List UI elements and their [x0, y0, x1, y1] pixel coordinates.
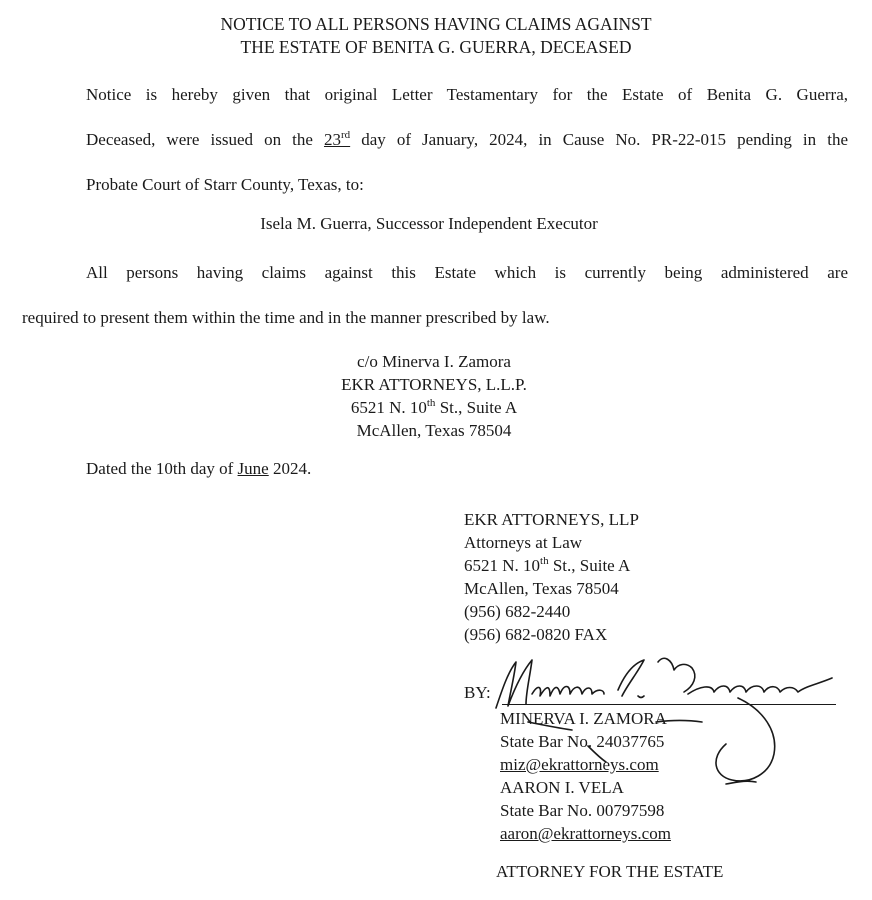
dated-prefix: Dated the 10th day of — [86, 459, 238, 478]
notice-line-2 — [22, 117, 848, 162]
attorney-2-email[interactable]: aaron@ekrattorneys.com — [500, 824, 671, 843]
notice-paragraph — [22, 72, 848, 207]
issue-day-suffix: rd — [340, 129, 351, 141]
notice-line-2-end: day of January, 2024, in Cause No. PR-22-015 pending in the — [350, 130, 848, 149]
title-line-2: THE ESTATE OF BENITA G. GUERRA, DECEASED — [240, 37, 632, 57]
attorney-1-email[interactable]: miz@ekrattorneys.com — [500, 755, 659, 774]
signature-line — [502, 704, 836, 705]
firm-street-suffix: th — [540, 555, 549, 567]
firm-fax: (956) 682-0820 FAX — [464, 625, 608, 644]
firm-name: EKR ATTORNEYS, LLP — [464, 510, 639, 529]
firm-subtitle: Attorneys at Law — [464, 533, 583, 552]
claims-paragraph — [22, 250, 848, 340]
attorney-1-bar: State Bar No. 24037765 — [500, 732, 665, 751]
dated-month: June — [237, 459, 269, 478]
firm-phone: (956) 682-2440 — [464, 602, 571, 621]
care-of-street-rest: St., Suite A — [435, 398, 518, 417]
firm-street-number: 6521 N. 10 — [464, 556, 541, 575]
issue-day — [324, 130, 350, 149]
firm-address-1 — [464, 554, 639, 577]
care-of-address — [0, 350, 868, 442]
notice-line-1: Notice is hereby given that original Letter Testamentary for the Estate of Benita G. Guerra, — [86, 85, 848, 104]
claims-line-1: All persons having claims against this Estate which is currently being administered are — [86, 263, 848, 282]
care-of-line-1: c/o Minerva I. Zamora — [357, 352, 511, 371]
care-of-line-3 — [0, 396, 868, 419]
notice-line-2-start: Deceased, were issued on the — [86, 130, 324, 149]
by-label: BY: — [464, 683, 491, 702]
notice-title — [0, 13, 872, 59]
care-of-street-suffix: th — [426, 397, 436, 409]
title-line-1: NOTICE TO ALL PERSONS HAVING CLAIMS AGAINST — [220, 14, 652, 34]
notice-line-3: Probate Court of Starr County, Texas, to: — [86, 175, 364, 194]
dated-suffix: 2024. — [268, 459, 312, 478]
firm-block — [464, 508, 639, 646]
issue-day-number: 23 — [323, 130, 341, 149]
attorney-block — [500, 707, 671, 845]
attorney-2-bar: State Bar No. 00797598 — [500, 801, 665, 820]
claims-line-2: required to present them within the time and in the manner prescribed by law. — [22, 308, 550, 327]
care-of-street-number: 6521 N. 10 — [350, 398, 427, 417]
firm-street-rest: St., Suite A — [548, 556, 631, 575]
executor-name: Isela M. Guerra, Successor Independent Executor — [260, 214, 598, 233]
care-of-line-2: EKR ATTORNEYS, L.L.P. — [341, 375, 527, 394]
attorney-1-name: MINERVA I. ZAMORA — [500, 709, 667, 728]
attorney-for-label: ATTORNEY FOR THE ESTATE — [496, 862, 724, 881]
care-of-line-4: McAllen, Texas 78504 — [356, 421, 512, 440]
dated-line — [86, 459, 311, 479]
attorney-2-name: AARON I. VELA — [500, 778, 624, 797]
firm-address-2: McAllen, Texas 78504 — [464, 579, 619, 598]
